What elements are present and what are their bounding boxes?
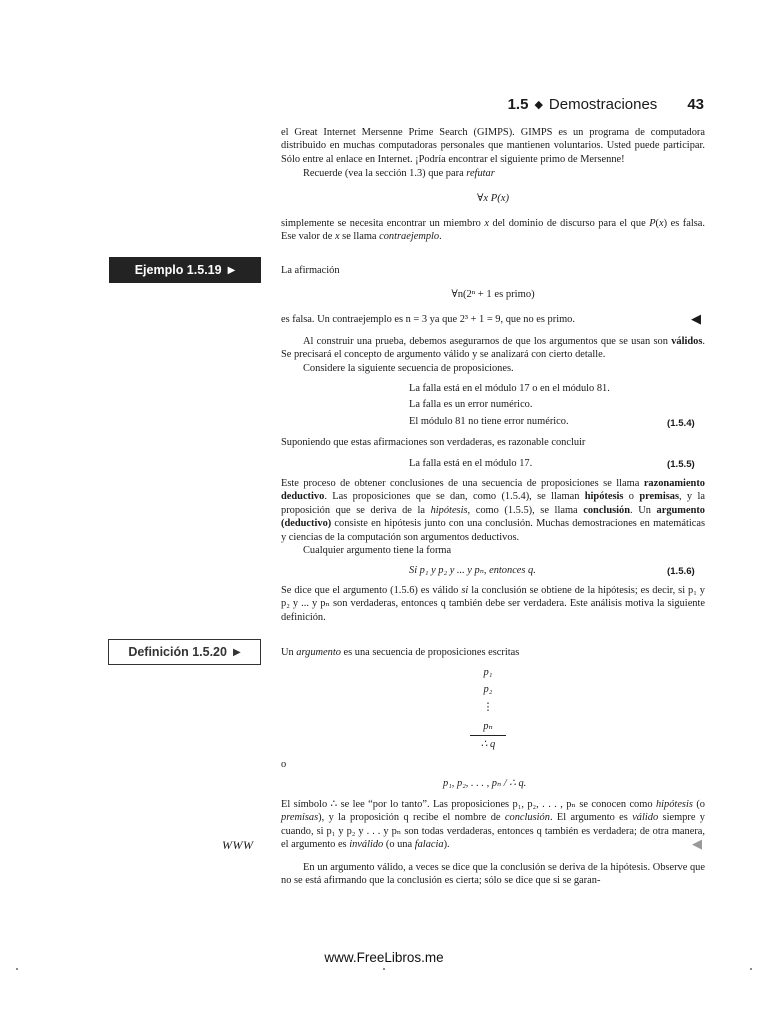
diamond-icon: ◆ bbox=[534, 99, 543, 111]
inline-argument-form: p₁, p₂, . . . , pₙ / ∴ q. bbox=[443, 778, 527, 789]
scan-dot bbox=[383, 968, 385, 970]
paragraph-simplemente: simplemente se necesita encontrar un miembro x del dominio de discurso para el que P(x) es falsa. Ese valor de x se llama contraejemplo. bbox=[281, 218, 705, 243]
premises-stack bbox=[470, 667, 506, 750]
paragraph-cualquier: Cualquier argumento tiene la forma bbox=[303, 545, 452, 556]
term-refutar: refutar bbox=[466, 168, 495, 179]
scan-dot bbox=[16, 968, 18, 970]
paragraph-sedice: Se dice que el argumento (1.5.6) es válido si la conclusión se obtiene de la hipótesis; es decir, si p₁ y p₂ y ... y pₙ son verdaderas, entonces q también debe ser verdadera. Este análisis motiva la siguiente definición. bbox=[281, 585, 705, 623]
definition-label: Definición 1.5.20 bbox=[128, 645, 227, 659]
premise: pₙ bbox=[483, 721, 493, 732]
premise: p₂ bbox=[483, 684, 493, 695]
sequence-line: La falla es un error numérico. bbox=[409, 399, 533, 411]
argument-rule-line bbox=[470, 735, 506, 736]
section-title: Demostraciones bbox=[548, 96, 658, 113]
definition-intro: Un argumento es una secuencia de proposiciones escritas bbox=[281, 647, 520, 658]
definition-label-box bbox=[108, 639, 261, 665]
example-result: es falsa. Un contraejemplo es n = 3 ya que 2³ + 1 = 9, que no es primo. bbox=[281, 314, 575, 325]
end-of-example-icon: ◀ bbox=[691, 311, 701, 326]
equation-number-154: (1.5.4) bbox=[667, 418, 695, 429]
sequence-block bbox=[409, 382, 705, 428]
equation-forall: ∀x P(x) bbox=[477, 193, 509, 204]
paragraph-gimps: el Great Internet Mersenne Prime Search (GIMPS). GIMPS es un programa de computadora distribuido en muchas computadoras personales que mantienen voluntarios. Usted puede participar. Sólo entre al enlace en Internet. ¡Podría encontrar el siguiente primo de Mersenne! bbox=[281, 127, 705, 165]
sequence-line: La falla está en el módulo 17 o en el módulo 81. bbox=[409, 383, 610, 394]
example-label: Ejemplo 1.5.19 bbox=[134, 263, 222, 277]
paragraph-proceso: Este proceso de obtener conclusiones de una secuencia de proposiciones se llama razonamiento deductivo. Las proposiciones que se dan, como (1.5.4), se llaman hipótesis o premisas, y la proposición que se deriva de la hipótesis, como (1.5.5), se llama conclusión. Un argumento (deductivo) consiste en hipótesis junto con una conclusión. Muchas demostraciones en matemáticas y ciencias de la computación son argumentos deductivos. bbox=[281, 478, 705, 543]
or-word: o bbox=[281, 759, 287, 770]
scan-dot bbox=[750, 968, 752, 970]
example-intro: La afirmación bbox=[281, 265, 340, 276]
paragraph-recuerde: Recuerde (vea la sección 1.3) que para refutar bbox=[303, 168, 495, 179]
term-contraejemplo: contraejemplo bbox=[379, 231, 440, 243]
www-marker: WWW bbox=[222, 838, 254, 852]
vertical-ellipsis: ⋮ bbox=[482, 702, 494, 713]
sequence-line: El módulo 81 no tiene error numérico. bbox=[409, 415, 569, 427]
running-header bbox=[508, 96, 704, 113]
paragraph-suponiendo: Suponiendo que estas afirmaciones son verdaderas, es razonable concluir bbox=[281, 437, 586, 448]
therefore-q: ∴ q bbox=[480, 739, 496, 750]
paragraph-final: En un argumento válido, a veces se dice que la conclusión se deriva de la hipótesis. Observe que no se está afirmando que la conclusión es cierta; sólo se dice que si se garan- bbox=[281, 862, 705, 887]
footer-url: www.FreeLibros.me bbox=[324, 950, 444, 965]
argument-form: Si p₁ y p₂ y ... y pₙ, entonces q. bbox=[409, 565, 536, 576]
paragraph-considere: Considere la siguiente secuencia de proposiciones. bbox=[303, 363, 514, 374]
example-equation: ∀n(2ⁿ + 1 es primo) bbox=[451, 289, 535, 300]
term-argumento: argumento bbox=[296, 647, 341, 658]
page-number: 43 bbox=[687, 96, 704, 113]
term-validos: válidos bbox=[671, 336, 703, 347]
end-of-definition-icon: ◀ bbox=[692, 836, 702, 851]
premise: p₁ bbox=[483, 667, 493, 678]
equation-number-155: (1.5.5) bbox=[667, 459, 695, 470]
triangle-right-icon: ▶ bbox=[232, 646, 241, 658]
example-label-box bbox=[109, 257, 261, 283]
equation-number-156: (1.5.6) bbox=[667, 566, 695, 577]
paragraph-construir: Al construir una prueba, debemos asegurarnos de que los argumentos que se usan son válidos. Se precisará el concepto de argumento válido y se analizará con cierto detalle. bbox=[281, 336, 705, 361]
triangle-right-icon: ▶ bbox=[227, 264, 236, 276]
conclusion-line: La falla está en el módulo 17. bbox=[409, 458, 533, 469]
paragraph-simbolo: El símbolo ∴ se lee “por lo tanto”. Las proposiciones p₁, p₂, . . . , pₙ se conocen como hipótesis (o premisas), y la proposición q recibe el nombre de conclusión. El argumento es válido siempre y cuando, si p₁ y p₂ y . . . y pₙ son todas verdaderas, entonces q también es verdadera; de otra manera, el argumento es inválido (o una falacia). bbox=[281, 799, 706, 851]
section-number: 1.5 bbox=[507, 96, 529, 113]
